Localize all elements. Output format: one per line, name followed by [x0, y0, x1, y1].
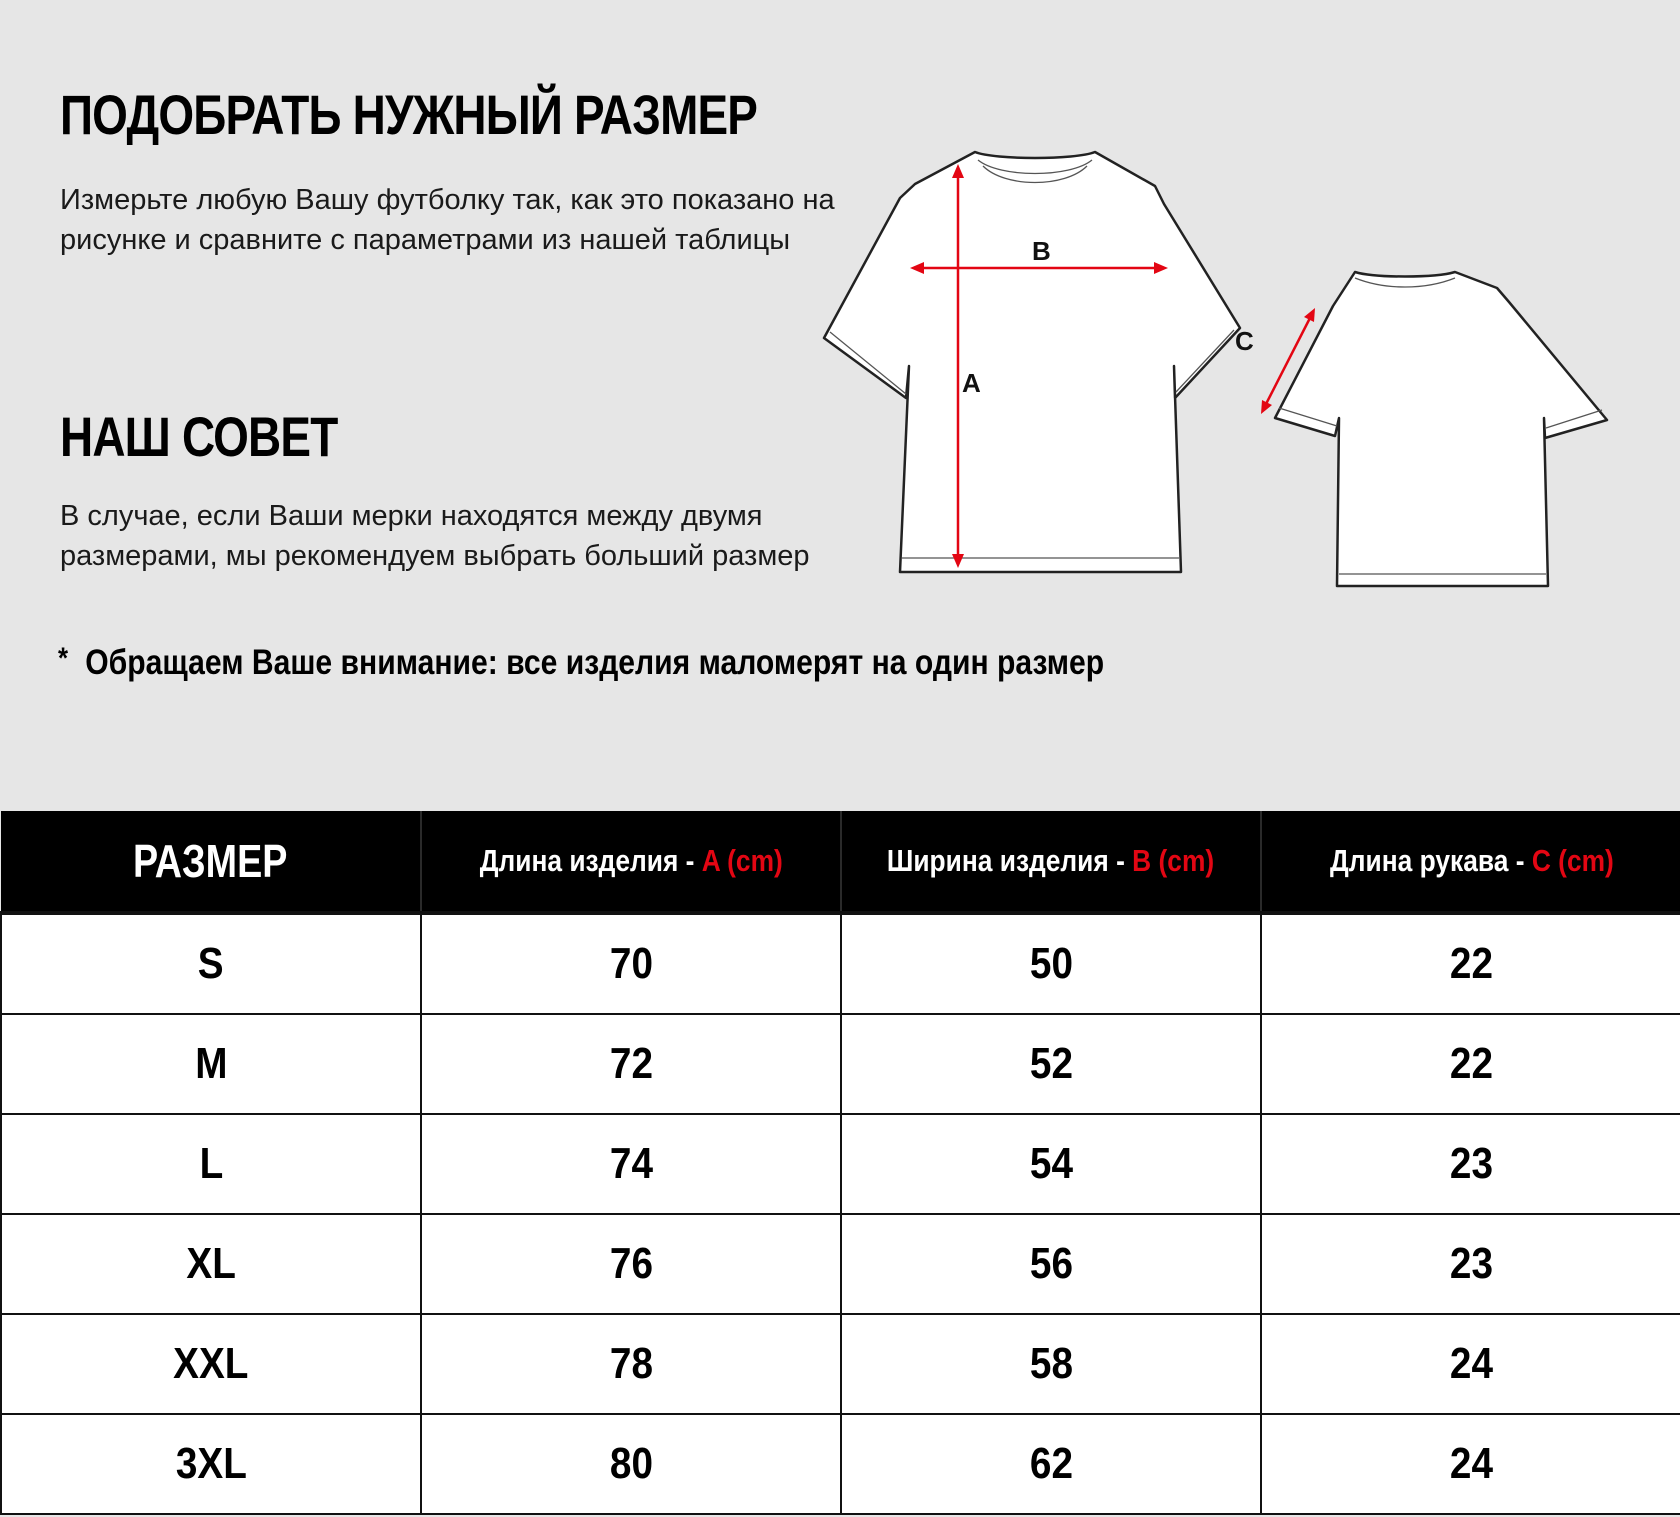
cell-width: 54	[841, 1114, 1261, 1214]
back-tshirt-illustration	[1235, 268, 1615, 598]
intro-text: Измерьте любую Вашу футболку так, как это показано на рисунке и сравните с параметрами из нашей таблицы	[60, 184, 835, 256]
header-size-label: РАЗМЕР	[133, 835, 288, 887]
header-width	[841, 811, 1261, 913]
cell-sleeve: 24	[1261, 1314, 1680, 1414]
cell-size: 3XL	[1, 1414, 421, 1514]
cell-sleeve: 22	[1261, 913, 1680, 1014]
asterisk: *	[58, 642, 69, 675]
size-table-header	[1, 811, 1680, 913]
cell-length: 70	[421, 913, 841, 1014]
front-tshirt-illustration	[820, 148, 1260, 578]
cell-length: 78	[421, 1314, 841, 1414]
cell-width: 50	[841, 913, 1261, 1014]
table-row	[1, 1014, 1680, 1114]
front-tshirt-body	[824, 152, 1240, 572]
header-size	[1, 811, 421, 913]
sizing-note-text: Обращаем Ваше внимание: все изделия маломерят на один размер	[85, 643, 1105, 682]
header-sleeve-label: Длина рукава	[1329, 843, 1508, 878]
header-length	[421, 811, 841, 913]
size-table	[0, 811, 1680, 1515]
cell-size: M	[1, 1014, 421, 1114]
label-a: A	[962, 368, 981, 398]
cell-size: XXL	[1, 1314, 421, 1414]
sizing-note	[58, 642, 1104, 683]
cell-length: 76	[421, 1214, 841, 1314]
cell-width: 52	[841, 1014, 1261, 1114]
header-width-dash: -	[1116, 843, 1126, 878]
cell-length: 80	[421, 1414, 841, 1514]
cell-width: 62	[841, 1414, 1261, 1514]
header-sleeve	[1261, 811, 1680, 913]
cell-sleeve: 23	[1261, 1214, 1680, 1314]
header-length-dash: -	[685, 843, 695, 878]
table-row	[1, 1414, 1680, 1514]
cell-length: 74	[421, 1114, 841, 1214]
label-c: C	[1235, 326, 1254, 356]
header-width-code: B (cm)	[1132, 843, 1215, 878]
cell-length: 72	[421, 1014, 841, 1114]
table-row	[1, 1214, 1680, 1314]
cell-width: 58	[841, 1314, 1261, 1414]
table-row	[1, 913, 1680, 1014]
header-sleeve-code: C (cm)	[1531, 843, 1614, 878]
cell-width: 56	[841, 1214, 1261, 1314]
table-row	[1, 1314, 1680, 1414]
label-b: B	[1032, 236, 1051, 266]
header-length-label: Длина изделия	[479, 843, 679, 878]
header-sleeve-dash: -	[1515, 843, 1525, 878]
header-width-label: Ширина изделия	[887, 843, 1110, 878]
cell-size: XL	[1, 1214, 421, 1314]
cell-size: L	[1, 1114, 421, 1214]
cell-sleeve: 23	[1261, 1114, 1680, 1214]
header-length-code: A (cm)	[701, 843, 783, 878]
table-row	[1, 1114, 1680, 1214]
cell-sleeve: 22	[1261, 1014, 1680, 1114]
advice-title: НАШ СОВЕТ	[60, 405, 338, 468]
back-tshirt-body	[1275, 272, 1607, 586]
cell-sleeve: 24	[1261, 1414, 1680, 1514]
page-title: ПОДОБРАТЬ НУЖНЫЙ РАЗМЕР	[60, 83, 758, 146]
cell-size: S	[1, 913, 421, 1014]
advice-text: В случае, если Ваши мерки находятся между двумя размерами, мы рекомендуем выбрать больший размер	[60, 500, 810, 572]
